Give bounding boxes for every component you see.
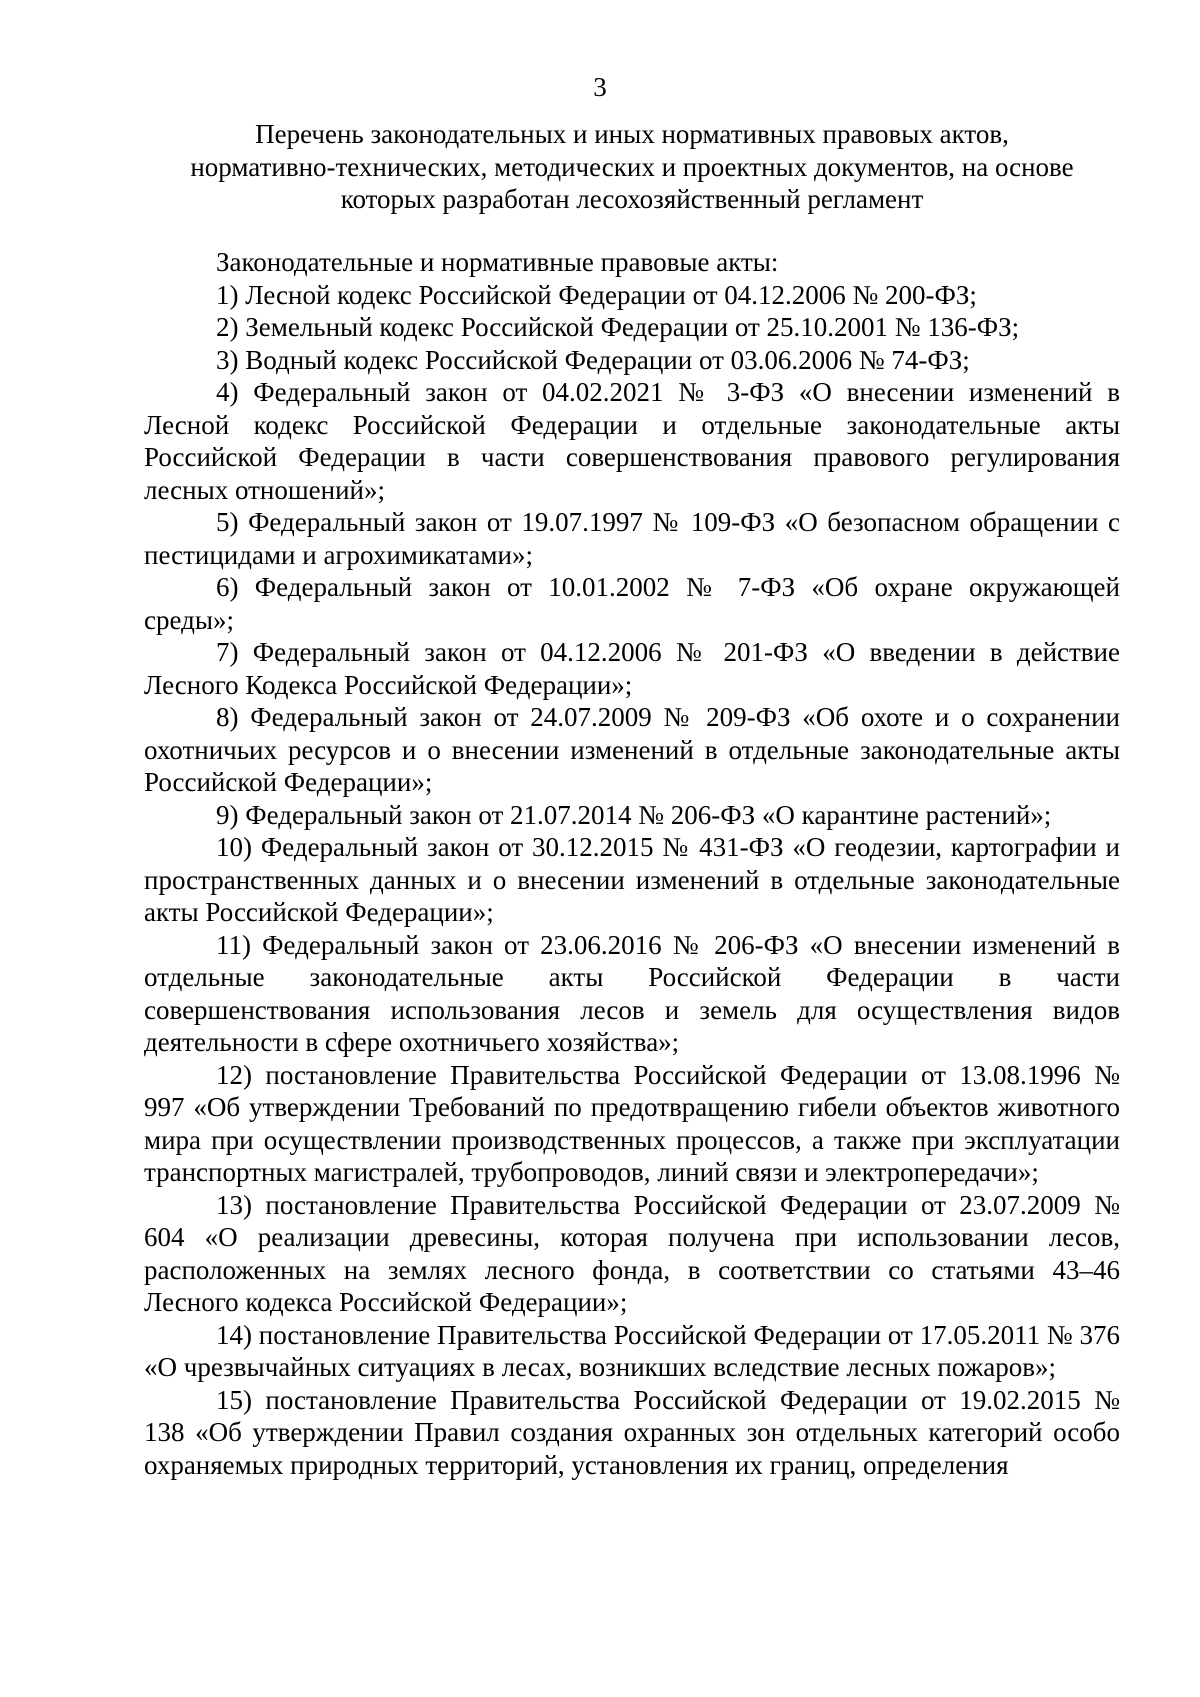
list-item: 10) Федеральный закон от 30.12.2015 № 431-ФЗ «О геодезии, картографии и пространственных данных и о внесении изменений в отдельные законодательные акты Российской Федерации»; [144,832,1120,927]
list-item: 7) Федеральный закон от 04.12.2006 № 201-ФЗ «О введении в действие Лесного Кодекса Российской Федерации»; [144,637,1120,700]
document-body [144,246,1120,1481]
list-item: 1) Лесной кодекс Российской Федерации от 04.12.2006 № 200-ФЗ; [216,279,977,310]
list-item: 4) Федеральный закон от 04.02.2021 № 3-ФЗ «О внесении изменений в Лесной кодекс Российской Федерации и отдельные законодательные акты Российской Федерации в части совершенствования правового регулирования лесных отношений»; [144,377,1120,505]
list-item: 15) постановление Правительства Российской Федерации от 19.02.2015 № 138 «Об утверждении Правил создания охранных зон отдельных категорий особо охраняемых природных территорий, установления их границ, определения [144,1384,1120,1480]
list-item: 5) Федеральный закон от 19.07.1997 № 109-ФЗ «О безопасном обращении с пестицидами и агрохимикатами»; [144,507,1120,570]
list-item: 14) постановление Правительства Российской Федерации от 17.05.2011 № 376 «О чрезвычайных ситуациях в лесах, возникших вследствие лесных пожаров»; [144,1319,1120,1382]
list-item: 13) постановление Правительства Российской Федерации от 23.07.2009 № 604 «О реализации древесины, которая получена при использовании лесов, расположенных на землях лесного фонда, в соответствии со статьями 43–46 Лесного кодекса Российской Федерации»; [144,1189,1120,1317]
document-title [150,118,1114,216]
title-line: Перечень законодательных и иных нормативных правовых актов, [255,119,1009,149]
section-heading: Законодательные и нормативные правовые акты: [216,247,779,277]
list-item: 12) постановление Правительства Российской Федерации от 13.08.1996 № 997 «Об утверждении Требований по предотвращению гибели объектов животного мира при осуществлении производственных процессов, а также при эксплуатации транспортных магистралей, трубопроводов, линий связи и электропередачи»; [144,1059,1120,1187]
list-item: 3) Водный кодекс Российской Федерации от 03.06.2006 № 74-ФЗ; [216,344,970,375]
list-item: 8) Федеральный закон от 24.07.2009 № 209-ФЗ «Об охоте и о сохранении охотничьих ресурсов и о внесении изменений в отдельные законодательные акты Российской Федерации»; [144,702,1120,797]
title-line: нормативно-технических, методических и проектных документов, на основе [190,151,1074,182]
list-item: 6) Федеральный закон от 10.01.2002 № 7-ФЗ «Об охране окружающей среды»; [144,572,1120,635]
list-item: 9) Федеральный закон от 21.07.2014 № 206-ФЗ «О карантине растений»; [216,799,1052,830]
list-item: 2) Земельный кодекс Российской Федерации от 25.10.2001 № 136-ФЗ; [216,312,1020,342]
list-item: 11) Федеральный закон от 23.06.2016 № 206-ФЗ «О внесении изменений в отдельные законодательные акты Российской Федерации в части совершенствования использования лесов и земель для осуществления видов деятельности в сфере охотничьего хозяйства»; [144,929,1120,1057]
title-line: которых разработан лесохозяйственный регламент [340,184,924,214]
page-number: 3 [593,72,607,102]
